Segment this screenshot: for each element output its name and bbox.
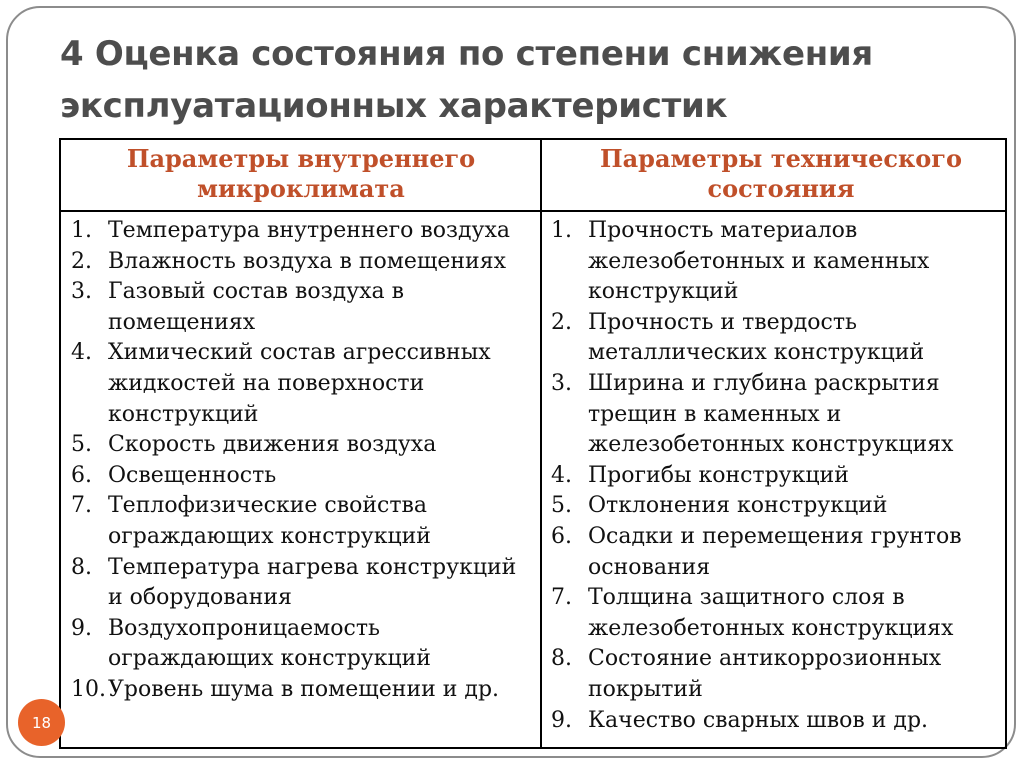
item-number: 1. [551,218,572,243]
item-number: 5. [71,432,92,458]
list-item [71,675,531,706]
item-text: Состояние антикоррозионных покрытий [588,646,942,702]
item-text: Освещенность [108,462,277,488]
item-number: 7. [71,493,92,519]
item-number: 6. [71,462,92,488]
item-number: 4. [71,340,92,366]
item-text: Воздухопроницаемость ограждающих конструкций [108,615,431,672]
column-divider [540,140,542,747]
item-text: Качество сварных швов и др. [588,707,929,733]
list-item [71,491,531,552]
item-text: Теплофизические свойства ограждающих конструкций [108,493,431,549]
item-number: 5. [551,493,572,519]
microclimate-list [71,216,531,706]
page-number-badge: 18 [18,699,65,746]
header-technical-state: Параметры технического состояния [599,144,963,203]
item-text: Прогибы конструкций [588,462,849,488]
item-number: 4. [551,462,572,488]
list-item [551,461,1001,492]
item-number: 8. [551,646,572,672]
item-number: 2. [551,309,572,335]
table-header-row [61,140,1005,212]
item-text: Влажность воздуха в помещениях [108,248,507,274]
list-item [71,553,531,614]
item-text: Прочность и твердость металлических конструкций [588,309,925,366]
item-number: 6. [551,523,572,549]
item-text: Газовый состав воздуха в помещениях [108,279,405,335]
technical-state-list [551,216,1001,736]
item-number: 2. [71,248,92,274]
slide-title: 4 Оценка состояния по степени снижения эксплуатационных характеристик [60,34,873,126]
item-text: Температура внутреннего воздуха [108,218,511,243]
item-text: Осадки и перемещения грунтов основания [588,523,962,580]
item-text: Уровень шума в помещении и др. [108,676,500,702]
item-text: Химический состав агрессивных жидкостей на поверхности конструкций [108,340,491,427]
item-number: 1. [71,218,92,243]
list-item [551,491,1001,522]
item-number: 3. [551,370,572,396]
item-text: Толщина защитного слоя в железобетонных конструкциях [588,585,954,641]
item-number: 8. [71,554,92,580]
list-item [551,369,1001,461]
list-item [71,430,531,461]
list-item [551,308,1001,369]
item-text: Ширина и глубина раскрытия трещин в каменных и железобетонных конструкциях [588,370,954,458]
item-text: Скорость движения воздуха [108,432,437,458]
item-number: 10. [71,676,106,702]
list-item [551,522,1001,583]
item-number: 7. [551,585,572,611]
list-item [551,644,1001,705]
item-text: Температура нагрева конструкций и оборудования [108,554,517,611]
header-microclimate: Параметры внутреннего микроклимата [126,144,476,203]
item-text: Прочность материалов железобетонных и каменных конструкций [588,218,930,305]
list-item [71,614,531,675]
item-text: Отклонения конструкций [588,493,888,519]
list-item [71,247,531,278]
list-item [71,216,531,247]
list-item [71,461,531,492]
list-item [551,216,1001,308]
list-item [71,338,531,430]
list-item [551,706,1001,737]
item-number: 9. [551,707,572,733]
item-number: 3. [71,279,92,305]
parameters-table [59,138,1007,749]
list-item [551,583,1001,644]
item-number: 9. [71,615,92,641]
list-item [71,277,531,338]
